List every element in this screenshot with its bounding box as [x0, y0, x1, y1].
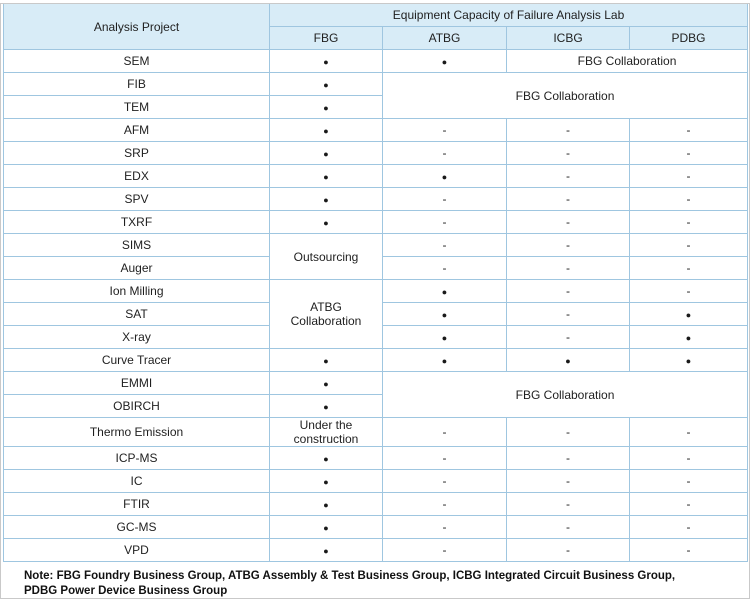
equipment-capacity-table: [3, 3, 748, 562]
table-row: [4, 165, 748, 188]
cell-dash: -: [630, 280, 748, 303]
capability-table-sheet: [0, 3, 750, 599]
cell-dash: -: [507, 211, 630, 234]
column-header-pdbg: PDBG: [630, 27, 748, 50]
cell-dot: [270, 73, 383, 96]
cell-dash: -: [507, 303, 630, 326]
cell-dash: -: [507, 188, 630, 211]
cell-dot: [383, 50, 507, 73]
cell-dot: [270, 447, 383, 470]
table-row: [4, 493, 748, 516]
row-label: SAT: [4, 303, 270, 326]
row-label: X-ray: [4, 326, 270, 349]
row-label: EMMI: [4, 372, 270, 395]
cell-dot: [270, 211, 383, 234]
cell-dash: -: [630, 188, 748, 211]
row-label: OBIRCH: [4, 395, 270, 418]
table-row: [4, 447, 748, 470]
row-label: SEM: [4, 50, 270, 73]
column-header-icbg: ICBG: [507, 27, 630, 50]
row-label: SRP: [4, 142, 270, 165]
cell-dash: -: [630, 119, 748, 142]
cell-fbg-collaboration: FBG Collaboration: [507, 50, 748, 73]
table-row: [4, 349, 748, 372]
table-note: [24, 569, 724, 599]
cell-dot: [270, 142, 383, 165]
cell-dash: -: [507, 257, 630, 280]
cell-dash: -: [507, 539, 630, 562]
row-label: EDX: [4, 165, 270, 188]
cell-dash: -: [507, 165, 630, 188]
cell-dash: -: [630, 211, 748, 234]
table-row: [4, 73, 748, 96]
cell-dash: -: [507, 142, 630, 165]
row-label: TXRF: [4, 211, 270, 234]
cell-dot: [630, 326, 748, 349]
cell-dot: [383, 280, 507, 303]
row-label: AFM: [4, 119, 270, 142]
row-label: GC-MS: [4, 516, 270, 539]
table-row: [4, 188, 748, 211]
cell-dash: -: [383, 188, 507, 211]
cell-dash: -: [630, 234, 748, 257]
row-label: Auger: [4, 257, 270, 280]
row-label: SIMS: [4, 234, 270, 257]
cell-atbg-collaboration: [270, 280, 383, 349]
cell-dash: -: [507, 326, 630, 349]
cell-dash: -: [383, 516, 507, 539]
column-header-atbg: ATBG: [383, 27, 507, 50]
row-label: IC: [4, 470, 270, 493]
column-header-fbg: FBG: [270, 27, 383, 50]
cell-dash: -: [630, 257, 748, 280]
table-header-row-group: [4, 4, 748, 27]
table-row: [4, 234, 748, 257]
row-label: Curve Tracer: [4, 349, 270, 372]
atbg-collab-line1: ATBG: [310, 300, 342, 314]
cell-outsourcing: Outsourcing: [270, 234, 383, 280]
cell-dash: -: [507, 470, 630, 493]
table-row: [4, 418, 748, 447]
cell-dot: [270, 470, 383, 493]
cell-dot: [270, 349, 383, 372]
cell-dot: [270, 50, 383, 73]
cell-dash: -: [507, 234, 630, 257]
cell-dash: -: [630, 493, 748, 516]
cell-dash: -: [383, 257, 507, 280]
cell-dash: -: [630, 142, 748, 165]
cell-dash: -: [383, 119, 507, 142]
cell-dash: -: [383, 447, 507, 470]
cell-dot: [270, 188, 383, 211]
cell-dot: [270, 96, 383, 119]
cell-dash: -: [383, 142, 507, 165]
row-label: ICP-MS: [4, 447, 270, 470]
row-label: SPV: [4, 188, 270, 211]
table-row: [4, 470, 748, 493]
table-row: [4, 211, 748, 234]
cell-dot: [630, 349, 748, 372]
cell-dot: [383, 349, 507, 372]
cell-dot: [270, 165, 383, 188]
cell-dash: -: [507, 119, 630, 142]
table-row: [4, 280, 748, 303]
cell-dash: -: [383, 470, 507, 493]
header-equipment-capacity: Equipment Capacity of Failure Analysis Lab: [270, 4, 748, 27]
cell-fbg-collaboration: FBG Collaboration: [383, 73, 748, 119]
table-row: [4, 50, 748, 73]
cell-dash: -: [507, 493, 630, 516]
cell-dash: -: [383, 234, 507, 257]
cell-dash: -: [507, 447, 630, 470]
row-label: FTIR: [4, 493, 270, 516]
cell-dash: -: [507, 280, 630, 303]
cell-dash: -: [630, 165, 748, 188]
row-label: TEM: [4, 96, 270, 119]
cell-dot: [270, 372, 383, 395]
cell-dash: -: [630, 447, 748, 470]
table-row: [4, 119, 748, 142]
cell-dash: -: [383, 418, 507, 447]
cell-dot: [383, 303, 507, 326]
row-label: Thermo Emission: [4, 418, 270, 447]
cell-dot: [270, 493, 383, 516]
note-line-2: PDBG Power Device Business Group: [24, 585, 228, 597]
cell-dash: -: [630, 539, 748, 562]
atbg-collab-line2: Collaboration: [290, 314, 362, 328]
cell-dash: -: [630, 418, 748, 447]
cell-dot: [383, 165, 507, 188]
cell-dot: [270, 539, 383, 562]
table-row: [4, 539, 748, 562]
row-label: FIB: [4, 73, 270, 96]
cell-dash: -: [507, 516, 630, 539]
cell-dot: [507, 349, 630, 372]
cell-dot: [630, 303, 748, 326]
cell-dash: -: [507, 418, 630, 447]
cell-dot: [270, 516, 383, 539]
header-analysis-project: Analysis Project: [4, 4, 270, 50]
note-line-1: Note: FBG Foundry Business Group, ATBG Assembly & Test Business Group, ICBG Integrated Circuit Business Group,: [24, 570, 676, 582]
cell-dot: [270, 395, 383, 418]
table-row: [4, 142, 748, 165]
table-row: [4, 372, 748, 395]
cell-under-construction: Under the construction: [270, 418, 383, 447]
cell-dash: -: [383, 493, 507, 516]
cell-dash: -: [630, 516, 748, 539]
table-row: [4, 516, 748, 539]
cell-dot: [270, 119, 383, 142]
cell-fbg-collaboration: FBG Collaboration: [383, 372, 748, 418]
row-label: VPD: [4, 539, 270, 562]
cell-dash: -: [383, 539, 507, 562]
row-label: Ion Milling: [4, 280, 270, 303]
cell-dash: -: [630, 470, 748, 493]
cell-dot: [383, 326, 507, 349]
cell-dash: -: [383, 211, 507, 234]
